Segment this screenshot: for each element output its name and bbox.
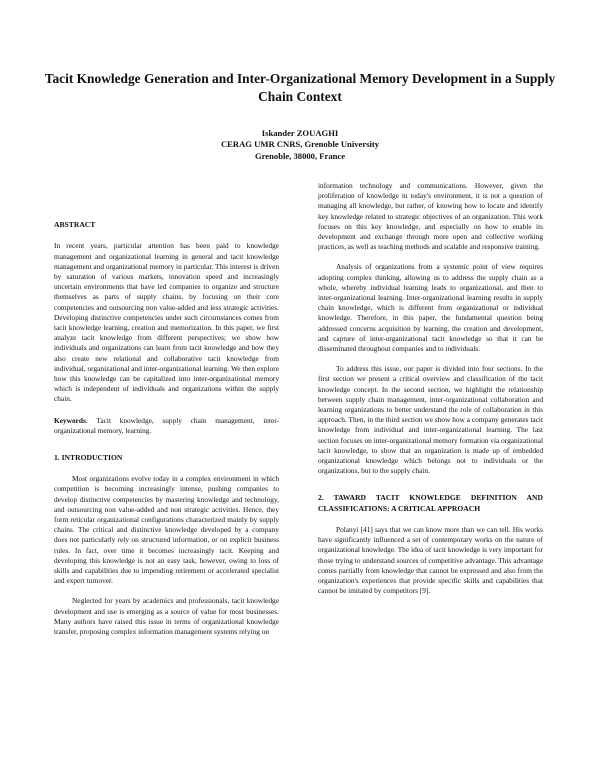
introduction-heading: 1. INTRODUCTION [54,452,123,462]
section-2-paragraph-1: Polanyi [41] says that we can know more than we can tell. His works have significantly influenced a set of contemporary works on the nature of organizational knowledge. The idea of tacit knowledge is very important for those trying to understand sources of competitive advantage. This advantage comes partially from knowledge that cannot be expressed and also from the organization's experiences that provide specific skills and capabilities that cannot be imitated by competitors [9]. [318,525,543,596]
right-column [318,181,543,597]
keywords-text: : Tacit knowledge, supply chain management, inter-organizational memory, learning. [54,415,279,435]
paper-title: Tacit Knowledge Generation and Inter-Organizational Memory Development in a Supply Chain Context [44,71,556,104]
introduction-paragraph-1: Most organizations evolve today in a complex environment in which competition is becoming increasingly intense, pushing companies to develop distinctive competencies by mastering knowledge and technology, and outsourcing non value-added and non strategic activities. Hence, they form reticular organizational configurations characterized mainly by supply chains. The critical and distinctive knowledge developed by a company does not particularly rely on structured information, or on explicit business rules. In fact, over time it becomes increasingly tacit. Keeping and developing this knowledge is not an easy task, however, owing to loss of skills and capabilities due to impending retirement or accelerated specialist and expert turnover. [54,474,279,586]
introduction-paragraph-5: To address this issue, our paper is divided into four sections. In the first section we present a critical overview and classification of the tacit knowledge concept. In the second section, we highlight the relationship between supply chain management, inter-organizational collaboration and learning organizations to better understand the role of collaboration in this approach. Then, in the third section we show how a company generates tacit knowledge from individual and inter-organizational learning. The last section focuses on inter-organizational memory formation via organizational tacit knowledge, to show that an organization is made up of embedded organizational knowledge which belongs not to individuals or the organizations, but to the supply chain. [318,364,543,476]
left-column [54,220,279,637]
introduction-paragraph-2: Neglected for years by academics and professionals, tacit knowledge development and use is emerging as a source of value for most businesses. Many authors have raised this issue in terms of organizational knowledge transfer, proposing complex information management systems relying on [54,596,279,637]
abstract-text: In recent years, particular attention has been paid to knowledge management and organizational learning in general and tacit knowledge management and organizational memory in particular. This interest is driven by saturation of various markets, innovation speed and increasingly uncertain environments that have led companies to organize and structure themselves as parts of supply chains, by focusing on their core competencies and outsourcing non value-added and less strategic activities. Developing distinctive competencies under such circumstances comes from tacit knowledge learning, creation and memorization. In this paper, we first analyze tacit knowledge from different perspectives; we show how individuals and organizations can learn from tacit knowledge and how they also create new relational and collaborative tacit knowledge from individual, organizational and inter-organizational learning. We then explore how this knowledge can be capitalized into inter-organizational memory which is independent of individuals and organizations within the supply chain. [54,241,279,404]
keywords [54,416,279,436]
author-name: Iskander ZOUAGHI [261,128,339,138]
section-2-heading: 2. TAWARD TACIT KNOWLEDGE DEFINITION AND CLASSIFICATIONS: A CRITICAL APPROACH [318,493,543,513]
introduction-paragraph-4: Analysis of organizations from a systemic point of view requires adopting complex thinking, allowing us to address the supply chain as a whole, whereby individual learning leads to organizational, and then to inter-organizational learning. Inter-organizational learning results in supply chain knowledge, which is different from organizational or individual knowledge. Therefore, in this paper, the fundamental question being addressed concerns acquisition by learning, the creation and development, and capture of inter-organizational tacit knowledge so that it can be disseminated throughout companies and to individuals. [318,262,543,354]
introduction-paragraph-3: information technology and communications. However, given the proliferation of knowledge in today's environment, it is not a question of managing all knowledge, but rather, of knowing how to locate and identify key knowledge related to strategic objectives of an organization. This work focuses on this key knowledge, and especially on how to enable its development and exchange through more open and collective working practices, as well as teaching methods and scalable and responsive training. [318,181,543,252]
keywords-label: Keywords [54,415,86,425]
author-affiliation: CERAG UMR CNRS, Grenoble University [220,139,380,150]
abstract-heading: ABSTRACT [54,220,96,229]
author-block [100,128,500,162]
author-address: Grenoble, 38000, France [254,150,346,161]
